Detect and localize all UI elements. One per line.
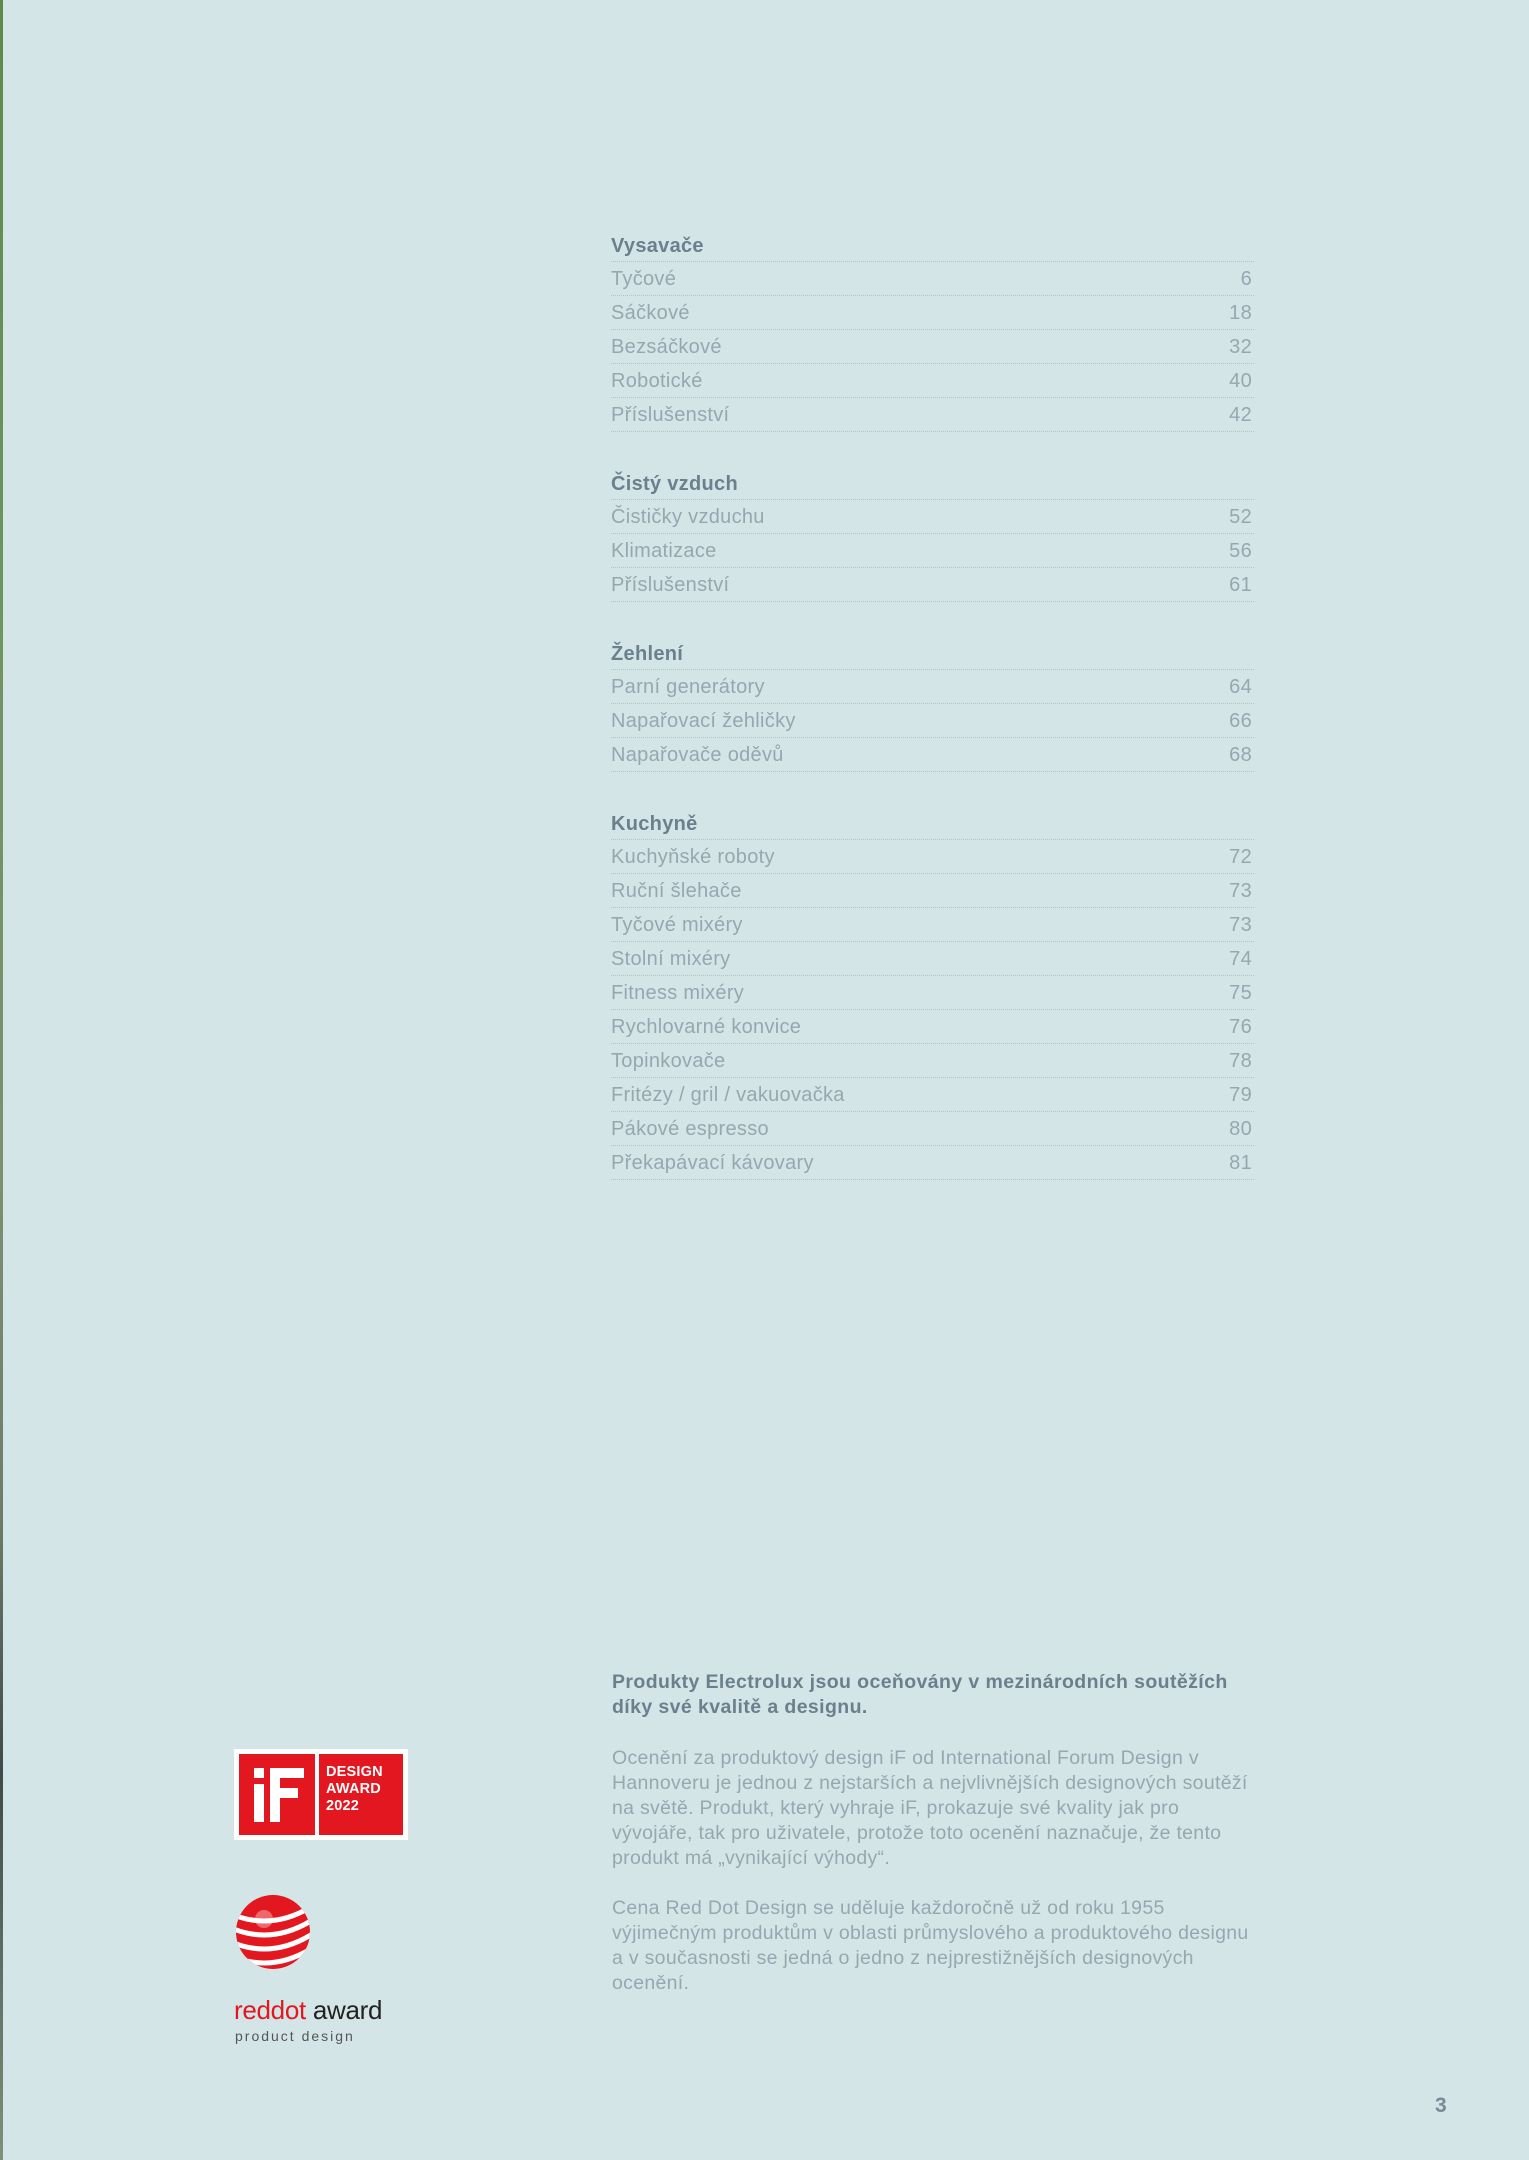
if-line-2: AWARD xyxy=(326,1781,381,1797)
toc-entry-page: 42 xyxy=(1229,404,1252,426)
toc-section-title: Žehlení xyxy=(611,636,1254,670)
toc-entry-label: Tyčové mixéry xyxy=(611,914,743,936)
page-number: 3 xyxy=(1435,2094,1447,2117)
toc-entry-label: Stolní mixéry xyxy=(611,948,731,970)
toc-section-title: Čistý vzduch xyxy=(611,466,1254,500)
toc-entry[interactable] xyxy=(611,840,1254,874)
toc-entry[interactable] xyxy=(611,364,1254,398)
if-award-description: Ocenění za produktový design iF od International Forum Design v Hannoveru je jednou z nejstarších a nejvlivnějších designových soutěží na světě. Produkt, který vyhraje iF, prokazuje své kvality jak pro vývojáře, tak pro uživatele, protože toto ocenění naznačuje, že tento produkt má „vynikající výhody“. xyxy=(612,1747,1248,1869)
toc-section xyxy=(611,228,1254,432)
toc-entry-page: 52 xyxy=(1229,506,1252,528)
toc-entry-label: Příslušenství xyxy=(611,404,730,426)
reddot-subtitle: product design xyxy=(235,2028,355,2044)
toc-entry-page: 75 xyxy=(1229,982,1252,1004)
toc-entry-label: Klimatizace xyxy=(611,540,717,562)
toc-entry[interactable] xyxy=(611,398,1254,432)
toc-entry-page: 74 xyxy=(1229,948,1252,970)
toc-entry[interactable] xyxy=(611,330,1254,364)
toc-entry[interactable] xyxy=(611,976,1254,1010)
toc-entry[interactable] xyxy=(611,296,1254,330)
if-line-1: DESIGN xyxy=(326,1764,383,1780)
reddot-sphere-icon xyxy=(234,1893,312,1971)
toc-entry-page: 81 xyxy=(1229,1152,1252,1174)
toc-entry-page: 32 xyxy=(1229,336,1252,358)
reddot-award-description: Cena Red Dot Design se uděluje každoročně už od roku 1955 výjimečným produktům v oblasti průmyslového a produktového designu a v současnosti se jedná o jedno z nejprestižnějších designových ocenění. xyxy=(612,1897,1249,1994)
toc-entry[interactable] xyxy=(611,670,1254,704)
toc-entry-page: 18 xyxy=(1229,302,1252,324)
if-design-award-logo xyxy=(234,1749,408,1840)
toc-entry-page: 56 xyxy=(1229,540,1252,562)
toc-entry-page: 73 xyxy=(1229,880,1252,902)
toc-entry[interactable] xyxy=(611,704,1254,738)
toc-entry-label: Překapávací kávovary xyxy=(611,1152,814,1174)
toc-entry-label: Napařovací žehličky xyxy=(611,710,796,732)
if-line-3: 2022 xyxy=(326,1798,360,1814)
toc-entry[interactable] xyxy=(611,568,1254,602)
awards-heading: Produkty Electrolux jsou oceňovány v mezinárodních soutěžích díky své kvalitě a designu. xyxy=(612,1671,1228,1718)
toc-entry[interactable] xyxy=(611,1010,1254,1044)
reddot-wordmark-award: award xyxy=(305,1995,383,2025)
if-award-label xyxy=(319,1754,403,1835)
toc-entry-page: 79 xyxy=(1229,1084,1252,1106)
toc-entry-page: 72 xyxy=(1229,846,1252,868)
toc-entry-label: Pákové espresso xyxy=(611,1118,769,1140)
toc-entry-page: 6 xyxy=(1240,268,1252,290)
toc-entry-page: 73 xyxy=(1229,914,1252,936)
page-edge-strip xyxy=(0,0,3,2160)
toc-section-title: Vysavače xyxy=(611,228,1254,262)
toc-entry[interactable] xyxy=(611,874,1254,908)
if-mark-icon xyxy=(239,1754,315,1835)
toc-section xyxy=(611,466,1254,602)
toc-entry[interactable] xyxy=(611,1146,1254,1180)
table-of-contents xyxy=(611,228,1254,1214)
awards-text xyxy=(612,1670,1262,2021)
toc-entry-page: 40 xyxy=(1229,370,1252,392)
toc-entry-label: Čističky vzduchu xyxy=(611,506,765,528)
toc-entry-label: Fritézy / gril / vakuovačka xyxy=(611,1084,845,1106)
toc-entry-page: 66 xyxy=(1229,710,1252,732)
toc-section-title: Kuchyně xyxy=(611,806,1254,840)
toc-entry[interactable] xyxy=(611,908,1254,942)
toc-entry-page: 80 xyxy=(1229,1118,1252,1140)
toc-entry[interactable] xyxy=(611,1044,1254,1078)
toc-entry-label: Fitness mixéry xyxy=(611,982,745,1004)
toc-entry[interactable] xyxy=(611,738,1254,772)
toc-entry-label: Ruční šlehače xyxy=(611,880,742,902)
toc-entry-page: 64 xyxy=(1229,676,1252,698)
toc-entry-page: 61 xyxy=(1229,574,1252,596)
toc-entry[interactable] xyxy=(611,1112,1254,1146)
toc-entry-page: 76 xyxy=(1229,1016,1252,1038)
toc-entry-label: Parní generátory xyxy=(611,676,765,698)
reddot-wordmark-red: reddot xyxy=(234,1995,306,2025)
toc-section xyxy=(611,636,1254,772)
toc-entry-label: Sáčkové xyxy=(611,302,690,324)
toc-entry[interactable] xyxy=(611,262,1254,296)
if-mark xyxy=(239,1754,315,1835)
toc-entry-page: 78 xyxy=(1229,1050,1252,1072)
toc-entry-label: Tyčové xyxy=(611,268,677,290)
toc-entry-label: Kuchyňské roboty xyxy=(611,846,775,868)
toc-entry-label: Příslušenství xyxy=(611,574,730,596)
toc-entry-label: Rychlovarné konvice xyxy=(611,1016,802,1038)
toc-entry[interactable] xyxy=(611,500,1254,534)
reddot-award-logo xyxy=(234,1893,383,2044)
toc-entry[interactable] xyxy=(611,534,1254,568)
toc-entry-label: Topinkovače xyxy=(611,1050,726,1072)
toc-entry-label: Bezsáčkové xyxy=(611,336,722,358)
toc-section xyxy=(611,806,1254,1180)
toc-entry-label: Robotické xyxy=(611,370,703,392)
toc-entry-page: 68 xyxy=(1229,744,1252,766)
toc-entry[interactable] xyxy=(611,1078,1254,1112)
toc-entry[interactable] xyxy=(611,942,1254,976)
reddot-wordmark xyxy=(234,1995,382,2026)
toc-entry-label: Napařovače oděvů xyxy=(611,744,784,766)
